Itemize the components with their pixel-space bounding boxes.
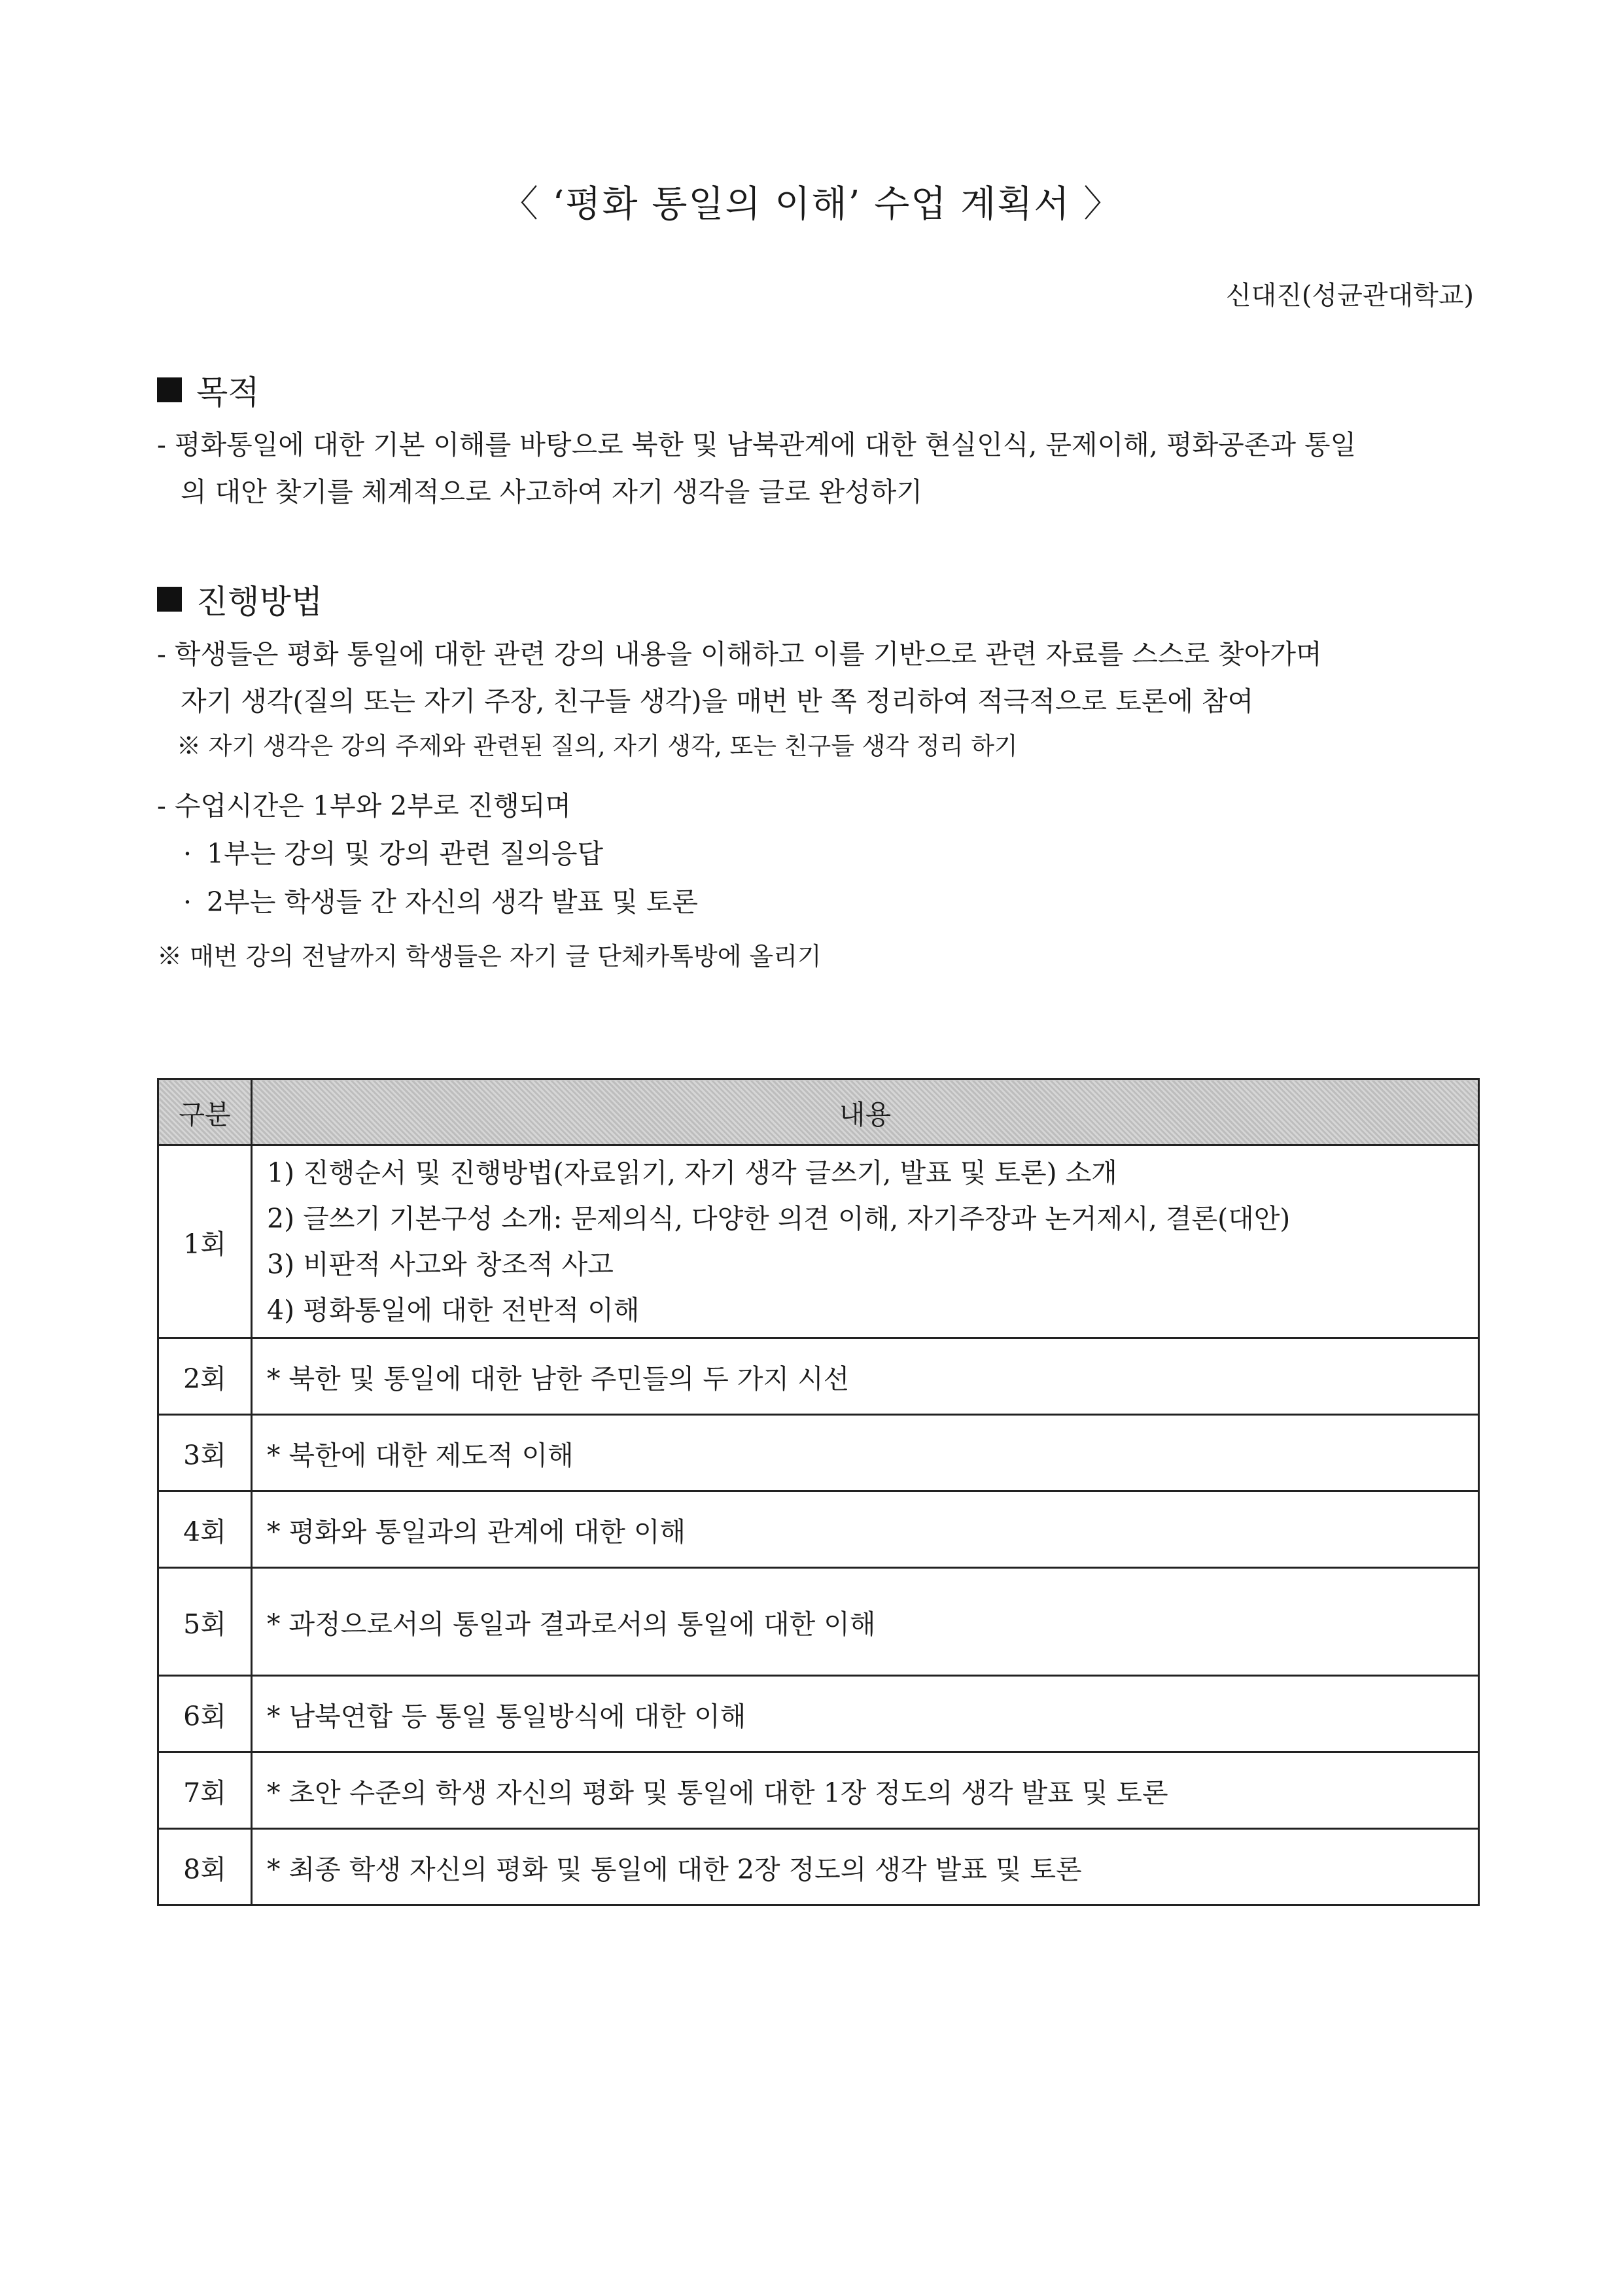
- purpose-heading-text: 목적: [196, 374, 260, 411]
- session-content: * 과정으로서의 통일과 결과로서의 통일에 대한 이해: [252, 1568, 1479, 1676]
- table-row: [158, 1676, 1479, 1752]
- purpose-section: [157, 366, 1478, 515]
- header-content: 내용: [252, 1079, 1479, 1145]
- session-content: * 최종 학생 자신의 평화 및 통일에 대한 2장 정도의 생각 발표 및 토론: [252, 1829, 1479, 1905]
- session-label: 2회: [158, 1338, 252, 1415]
- purpose-body: [157, 421, 1478, 515]
- list-item: 3) 비판적 사고와 창조적 사고: [267, 1249, 614, 1280]
- method-heading: [157, 576, 1478, 623]
- purpose-line-2: 의 대안 찾기를 체계적으로 사고하여 자기 생각을 글로 완성하기: [181, 476, 923, 508]
- method-heading-text: 진행방법: [196, 583, 323, 621]
- method-line-1: - 학생들은 평화 통일에 대한 관련 강의 내용을 이해하고 이를 기반으로 관련 자료를 스스로 찾아가며: [157, 638, 1322, 670]
- session-content: * 북한 및 통일에 대한 남한 주민들의 두 가지 시선: [252, 1338, 1479, 1415]
- table-header-row: [158, 1079, 1479, 1145]
- purpose-line-1: - 평화통일에 대한 기본 이해를 바탕으로 북한 및 남북관계에 대한 현실인식, 문제이해, 평화공존과 통일: [157, 429, 1357, 461]
- bullet-dot-icon: ·: [183, 838, 192, 869]
- square-bullet-icon: [157, 377, 182, 402]
- table-row: [158, 1829, 1479, 1905]
- method-line-2: 자기 생각(질의 또는 자기 주장, 친구들 생각)을 매번 반 쪽 정리하여 적극적으로 토론에 참여: [181, 686, 1254, 717]
- session-content: * 북한에 대한 제도적 이해: [252, 1415, 1479, 1491]
- table-row: [158, 1145, 1479, 1338]
- purpose-heading: [157, 366, 1478, 413]
- method-note: ※ 자기 생각은 강의 주제와 관련된 질의, 자기 생각, 또는 친구들 생각 정리 하기: [177, 732, 1018, 760]
- header-session: 구분: [158, 1079, 252, 1145]
- session-content: * 평화와 통일과의 관계에 대한 이해: [252, 1491, 1479, 1568]
- session-label: 6회: [158, 1676, 252, 1752]
- table-row: [158, 1568, 1479, 1676]
- list-item: 1) 진행순서 및 진행방법(자료읽기, 자기 생각 글쓰기, 발표 및 토론) 소개: [267, 1157, 1117, 1189]
- document-title: 〈 ‘평화 통일의 이해’ 수업 계획서 〉: [501, 183, 1122, 226]
- list-item: 4) 평화통일에 대한 전반적 이해: [267, 1295, 640, 1326]
- square-bullet-icon: [157, 587, 182, 612]
- bullet-dot-icon: ·: [183, 886, 192, 918]
- session-label: 8회: [158, 1829, 252, 1905]
- table-row: [158, 1415, 1479, 1491]
- list-item: 2) 글쓰기 기본구성 소개: 문제의식, 다양한 의견 이해, 자기주장과 논거제시, 결론(대안): [267, 1203, 1291, 1234]
- session-label: 5회: [158, 1568, 252, 1676]
- session-content: * 남북연합 등 통일 통일방식에 대한 이해: [252, 1676, 1479, 1752]
- final-note: ※ 매번 강의 전날까지 학생들은 자기 글 단체카톡방에 올리기: [157, 942, 822, 971]
- table-row: [158, 1338, 1479, 1415]
- session-content: * 초안 수준의 학생 자신의 평화 및 통일에 대한 1장 정도의 생각 발표 및 토론: [252, 1752, 1479, 1829]
- bullet-text: 1부는 강의 및 강의 관련 질의응답: [207, 838, 604, 869]
- bullet-item: [157, 878, 1478, 926]
- table-row: [158, 1491, 1479, 1568]
- session-label: 7회: [158, 1752, 252, 1829]
- table-row: [158, 1752, 1479, 1829]
- schedule-table: [157, 1078, 1480, 1906]
- method-section: [157, 576, 1478, 976]
- session-label: 3회: [158, 1415, 252, 1491]
- schedule-line: - 수업시간은 1부와 2부로 진행되며: [157, 790, 572, 822]
- session-label: 1회: [158, 1145, 252, 1338]
- method-body: [157, 631, 1478, 725]
- session-content: [252, 1145, 1479, 1338]
- bullet-item: [157, 829, 1478, 878]
- session-label: 4회: [158, 1491, 252, 1568]
- author-affiliation: 신대진(성균관대학교): [1226, 281, 1474, 311]
- bullet-text: 2부는 학생들 간 자신의 생각 발표 및 토론: [207, 886, 699, 918]
